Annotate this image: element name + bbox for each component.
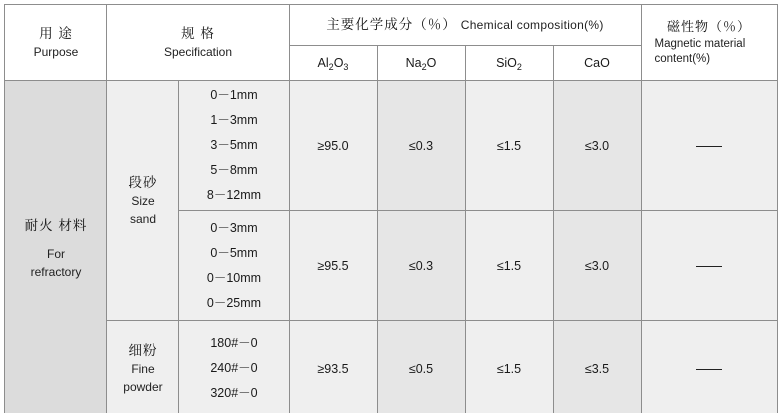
header-col-al2o3: $Al_2O_3$ [289,46,377,81]
table-row [5,81,777,211]
header-specification-en: Specification [163,44,233,59]
value-cao: ≤3.5 [553,321,641,413]
header-chemical-composition [289,5,641,46]
header-chemical-cn: 主要化学成分（％） [326,16,457,32]
header-specification [107,5,289,81]
size-value: 320#－0 [210,386,258,400]
value-sio2: ≤1.5 [465,321,553,413]
spec-type-size-sand [107,81,179,321]
value-sio2: ≤1.5 [465,211,553,321]
spec-sizes-row-3 [179,321,289,413]
size-value: 5－8mm [210,163,258,177]
spec-type-cn: 细粉 [128,342,158,358]
size-value: 0－25mm [206,295,262,310]
size-value: 0－5mm [210,245,258,260]
value-na2o: ≤0.3 [377,211,465,321]
purpose-en-line1: For [46,247,65,262]
table-header-row-main [5,5,777,46]
size-value: 240#－0 [210,361,258,375]
header-magnetic [641,5,777,81]
size-value: 180#－0 [210,336,258,350]
header-magnetic-en: Magnetic material content(%) [654,37,746,66]
header-purpose [5,5,107,81]
spec-type-en-line2: sand [129,211,156,226]
value-al2o3: ≥95.5 [289,211,377,321]
header-col-sio2: SiO$_2$ [465,46,553,81]
value-na2o: ≤0.3 [377,81,465,211]
value-magnetic [641,321,777,413]
value-sio2: ≤1.5 [465,81,553,211]
value-al2o3: ≥95.0 [289,81,377,211]
size-value: 3－5mm [210,138,258,152]
header-purpose-en: Purpose [33,44,79,59]
spec-type-en-line1: Size [131,194,155,209]
table-row [5,321,777,413]
spec-type-cn: 段砂 [128,174,158,190]
header-chemical-en: Chemical composition(%) [460,17,604,32]
size-value: 0－10mm [206,270,262,285]
header-magnetic-cn: 磁性物（％） [666,19,751,35]
purpose-refractory-cell [5,81,107,413]
value-magnetic [641,81,777,211]
spec-sizes-row-2 [179,211,289,321]
value-cao: ≤3.0 [553,81,641,211]
spec-type-en-line2: powder [123,379,163,394]
value-magnetic [641,211,777,321]
spec-type-en-line1: Fine [131,362,155,377]
purpose-cn: 耐火 材料 [24,217,88,233]
header-col-cao: CaO [553,46,641,81]
size-value: 8－12mm [206,188,262,202]
header-specification-cn: 规 格 [181,25,215,41]
size-value: 1－3mm [210,113,258,127]
purpose-en-line2: refractory [30,264,82,279]
header-col-na2o: $Na_2O$ [377,46,465,81]
size-value: 0－3mm [210,220,258,235]
value-al2o3: ≥93.5 [289,321,377,413]
size-value: 0－1mm [210,88,258,102]
spec-sizes-row-1 [179,81,289,211]
specification-table [4,4,777,413]
spec-type-fine-powder [107,321,179,413]
value-na2o: ≤0.5 [377,321,465,413]
value-cao: ≤3.0 [553,211,641,321]
header-purpose-cn: 用 途 [39,25,73,41]
